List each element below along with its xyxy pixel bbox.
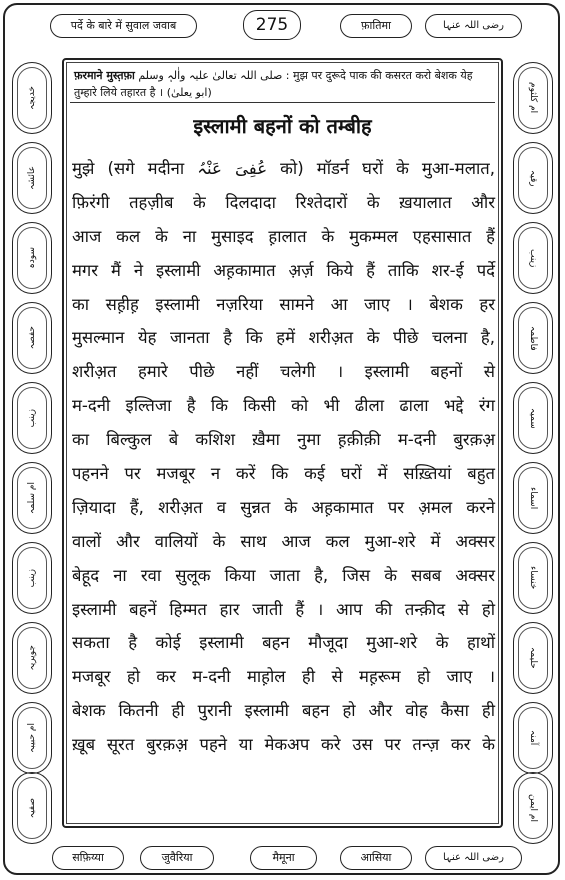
left-medallion: زینب xyxy=(12,542,52,614)
left-medallion: عائشہ xyxy=(12,142,52,214)
farmane-arabic: صلی اللہ تعالیٰ علیہ واٰلہٖ وسلم xyxy=(138,69,283,82)
left-medallion: زینب xyxy=(12,382,52,454)
text-line: बेहूद ना रवा सुलूक किया जाता है, जिस के सबब अक्सर xyxy=(72,565,495,585)
text-line: म-दनी इल्तिजा है कि किसी को भी ढीला ढाला भद्दे रंग xyxy=(72,396,495,416)
header-name-label: फ़ातिमा xyxy=(340,14,412,38)
right-medallion: خنساء xyxy=(513,542,553,614)
footer-name-4: आसिया xyxy=(340,846,412,870)
right-medallion: سمیہ xyxy=(513,382,553,454)
farmane-mustafa-box xyxy=(70,65,495,103)
text-line: इस्लामी बहनें हिम्मत हार जाती हैं । आप की तन्क़ीद से हो xyxy=(72,599,495,619)
text-line: शरीअ़त हमारे पीछे नहीं चलेगी । इस्लामी बहनों से xyxy=(72,362,495,382)
footer-name-1: सफ़िय्या xyxy=(52,846,124,870)
text-line: सकता है कोई इस्लामी बहन मौजूदा मुआ-शरे के हाथों xyxy=(72,633,495,653)
page-footer xyxy=(10,842,555,876)
right-medallion: رقیہ xyxy=(513,142,553,214)
text-line: का बिल्कुल बे कशिश ख़ैमा नुमा ह़क़ीक़ी म-दनी बुरक़अ़ xyxy=(72,430,495,450)
right-medallion: ام کلثوم xyxy=(513,62,553,134)
left-medallion: خدیجہ xyxy=(12,62,52,134)
right-medallion: اسماء xyxy=(513,462,553,534)
farmane-label: फ़रमाने मुस्त़फ़ा xyxy=(74,69,135,82)
text-line: मुझे (सगे मदीना عُفِیَ عَنْہُ को) मॉडर्न घरों के मुआ-मलात, xyxy=(72,159,495,178)
text-line: पहनने पर मजबूर न करें कि कई घरों में सख़्तियां बहुत xyxy=(72,464,495,484)
right-medallion: آمنہ xyxy=(513,702,553,774)
footer-name-3: मैमूना xyxy=(250,846,317,870)
text-line: आज कल के ना मुसाइद ह़ालात के मुकम्मल एहसासात हैं xyxy=(72,226,495,246)
left-medallion: جویریہ xyxy=(12,622,52,694)
text-line: ज़ियादा हैं, शरीअ़त व सुन्नत के अह़कामात पर अ़मल करने xyxy=(72,497,495,517)
left-medallion: صفیہ xyxy=(12,772,52,844)
text-line: मजबूर हो कर म-दनी माह़ोल ही से मह़रूम हो जाए । xyxy=(72,667,495,687)
left-medallion: ام حبیبہ xyxy=(12,702,52,774)
footer-name-2: जुवैरिया xyxy=(140,846,214,870)
text-line: मगर मैं ने इस्लामी अह़कामात अ़र्ज़ किये हैं ताकि शर-ई पर्दे xyxy=(72,260,495,280)
text-line: का सह़ीह़ इस्लामी नज़रिया सामने आ जाए । बेशक हर xyxy=(72,294,495,314)
footer-ornament: رضی اللہ عنہا xyxy=(425,846,522,870)
left-medallion: حفصہ xyxy=(12,302,52,374)
book-title: पर्दे के बारे में सुवाल जवाब xyxy=(50,14,197,38)
text-line: बेशक कितनी ही पुरानी इस्लामी बहन हो और वोह कैसा ही xyxy=(72,701,495,721)
page-title: इस्लामी बहनों को तम्बीह xyxy=(193,114,372,138)
header-ornament: رضی اللہ عنہا xyxy=(425,14,522,38)
right-medallion: زینب xyxy=(513,222,553,294)
text-line: ख़ूब सूरत बुरक़अ़ पहने या मेकअप करे उस पर तन्ज़ कर के xyxy=(72,735,495,755)
left-medallion: ام سلمہ xyxy=(12,462,52,534)
right-medallion: ام ایمن xyxy=(513,772,553,844)
body-text xyxy=(72,152,495,762)
text-line: फ़िरंगी तहज़ीब के दिलदादा रिश्तेदारों के ख़यालात और xyxy=(72,192,495,212)
right-medallion: حلیمہ xyxy=(513,622,553,694)
page-header xyxy=(10,8,555,48)
text-line: मुसल्मान येह जानता है कि हमें शरीअ़त के पीछे चलना है, xyxy=(72,328,495,348)
text-line: वालों और वालियों के साथ आज कल मुआ-शरे में अक्सर xyxy=(72,531,495,551)
right-medallion: فاطمہ xyxy=(513,302,553,374)
page-number: 275 xyxy=(243,10,301,40)
farmane-text: : मुझ पर दुरूदे पाक की कसरत करो बेशक येह तुम्हारे लिये तहारत है । (ابو یعلیٰ) xyxy=(74,69,473,99)
left-medallion: سودہ xyxy=(12,222,52,294)
